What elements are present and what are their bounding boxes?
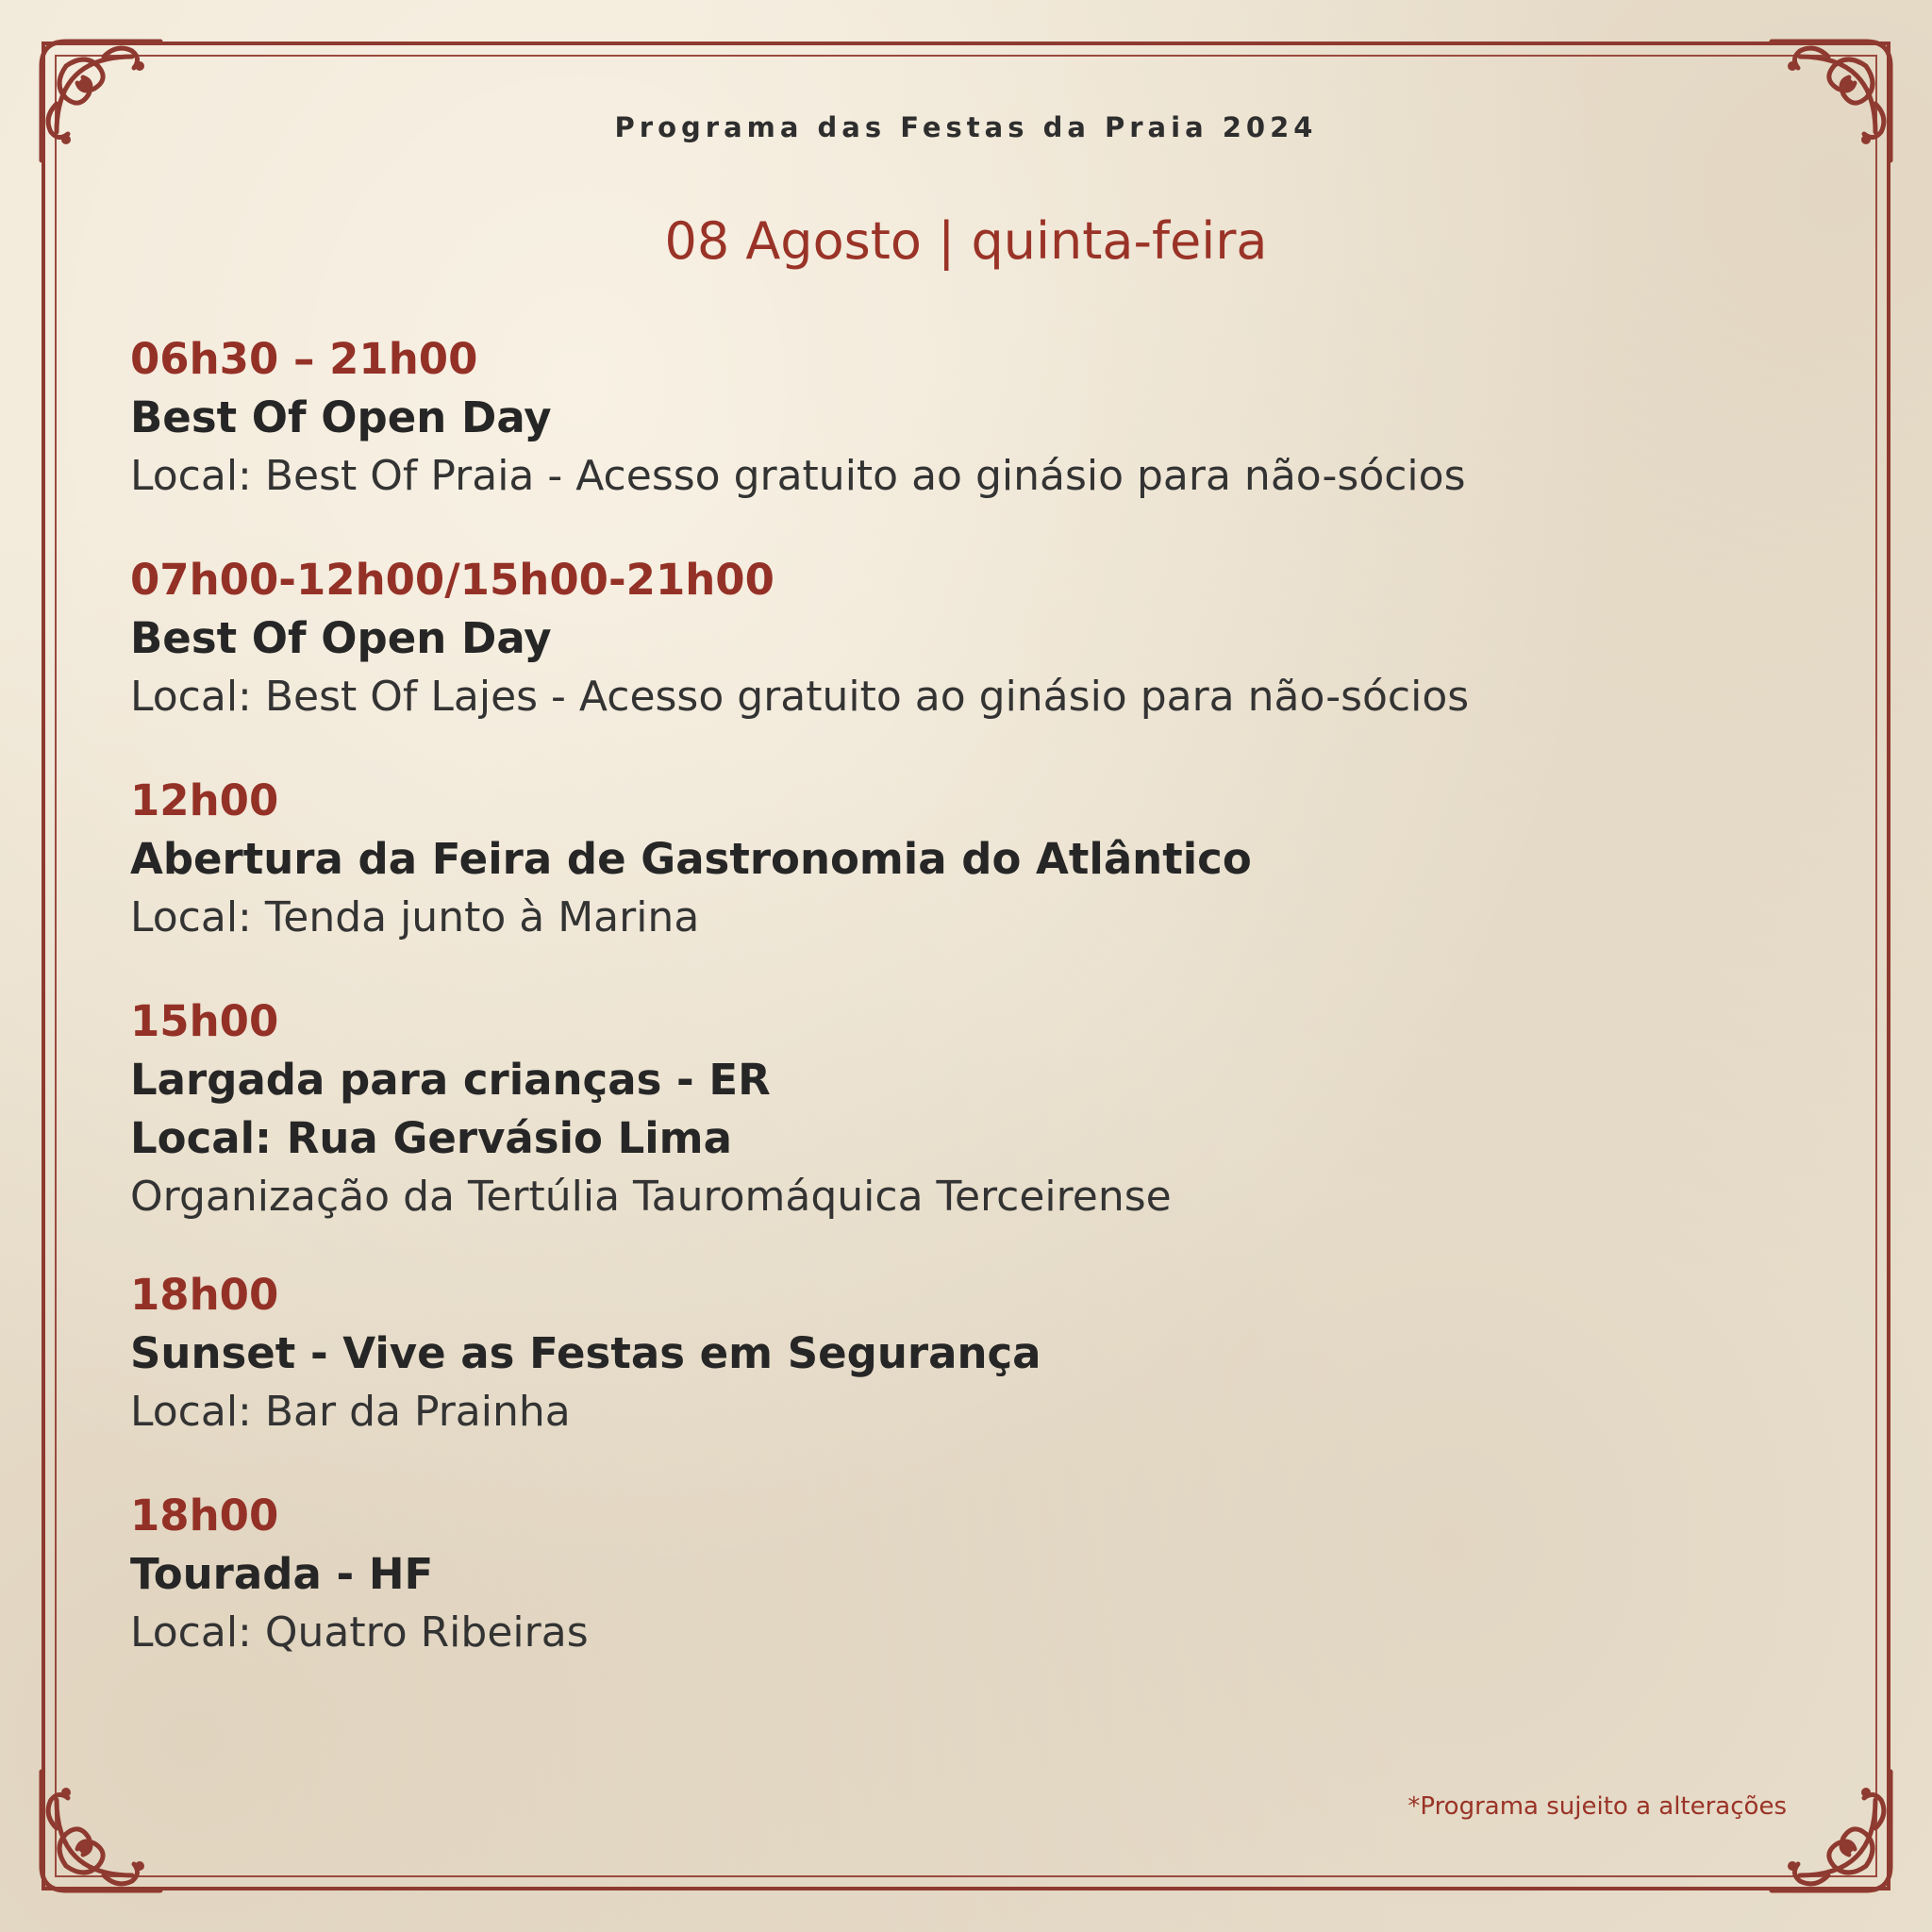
event-time: 06h30 – 21h00 [130, 334, 478, 384]
event-item [130, 772, 1809, 947]
event-location: Local: Tenda junto à Marina [130, 893, 700, 941]
event-title: Best Of Open Day [130, 613, 552, 663]
event-location: Local: Bar da Prainha [130, 1388, 571, 1436]
event-location: Local: Best Of Lajes - Acesso gratuito ao ginásio para não-sócios [130, 673, 1470, 721]
event-time: 07h00-12h00/15h00-21h00 [130, 555, 774, 605]
event-time: 12h00 [130, 775, 279, 825]
event-location: Local: Rua Gervásio Lima [130, 1113, 732, 1163]
event-item [130, 1487, 1809, 1662]
event-title: Tourada - HF [130, 1549, 434, 1599]
program-subtitle: Programa das Festas da Praia 2024 [614, 111, 1318, 143]
event-time: 15h00 [130, 996, 279, 1046]
event-title: Abertura da Feira de Gastronomia do Atlântico [130, 834, 1252, 884]
event-item [130, 1266, 1809, 1441]
event-item [130, 992, 1809, 1226]
event-title: Sunset - Vive as Festas em Segurança [130, 1328, 1041, 1378]
event-time: 18h00 [130, 1491, 279, 1541]
ornamental-corner-icon [1762, 28, 1904, 170]
ornamental-corner-icon [28, 28, 170, 170]
event-time: 18h00 [130, 1270, 279, 1320]
event-item [130, 551, 1809, 726]
event-location: Local: Best Of Praia - Acesso gratuito ao ginásio para não-sócios [130, 452, 1466, 500]
event-organizer: Organização da Tertúlia Tauromáquica Terceirense [130, 1173, 1172, 1221]
ornamental-corner-icon [28, 1762, 170, 1904]
event-location: Local: Quatro Ribeiras [130, 1608, 589, 1657]
event-title: Largada para crianças - ER [130, 1055, 771, 1105]
event-title: Best Of Open Day [130, 392, 552, 442]
event-item [130, 330, 1809, 506]
disclaimer-note: *Programa sujeito a alterações [1407, 1792, 1787, 1821]
event-list [130, 330, 1809, 1707]
day-title: 08 Agosto | quinta-feira [664, 211, 1268, 271]
ornamental-corner-icon [1762, 1762, 1904, 1904]
